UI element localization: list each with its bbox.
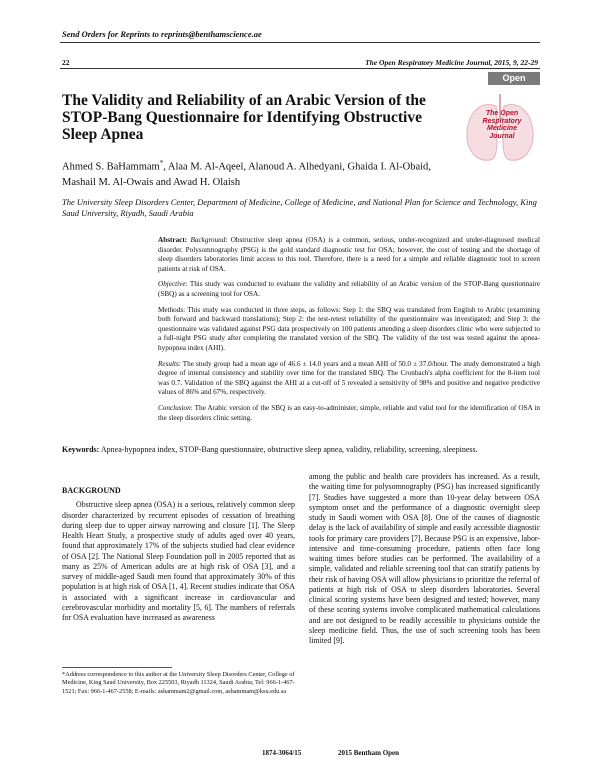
abstract xyxy=(158,236,540,429)
section-heading: BACKGROUND xyxy=(62,486,121,495)
abstract-methods: Methods: This study was conducted in three steps, as follows: Step 1: the SBQ was translated from English to Arabic (examining both forward and backward translations); Step 2: the test-retest reliability of the questionnaire was investigated; and Step 3: the questionnaire was validated against PSG data prospectively on 100 patients attending a sleep disorders clinic who were subjected to a full-night PSG study after completing the translated version of the SBQ. The validity of the test was tested against the apnea-hypopnea index (AHI). xyxy=(158,305,540,352)
corresponding-mark: * xyxy=(159,159,164,167)
affiliation: The University Sleep Disorders Center, Department of Medicine, College of Medicine, and National Plan for Science and Technology, King Saud University, Riyadh, Saudi Arabia xyxy=(62,197,537,218)
body-column-right xyxy=(309,472,540,646)
header-rule xyxy=(60,68,540,69)
logo-text: The Open Respiratory Medicine Journal xyxy=(482,110,522,140)
paragraph: Obstructive sleep apnea (OSA) is a serious, relatively common sleep disorder characterized by recurrent episodes of cessation of breathing during sleep due to upper airway narrowing and closure [1]. The Sleep Health Heart Study, a prospective study of adults aged over 40 years, found that approximately 17% of the subjects studied had clear evidence of OSA [2]. The National Sleep Foundation poll in 2005 reported that as many as 25% of American adults are at high risk of OSA [3], and a survey of middle-aged Saudi men found that approximately 30% of this population is at high risk of OSA [1, 4]. Recent studies indicate that OSA is associated with a significant increase in cardiovascular and cerebrovascular morbidity and mortality [5, 6]. The numbers of referrals for OSA evaluation have increased as awareness xyxy=(62,500,295,622)
footnote-rule xyxy=(62,667,172,668)
other-authors: , Alaa M. Al-Aqeel, Alanoud A. Alhedyani, Ghaida I. Al-Obaid, Mashail M. Al-Owais and Awad H. Olaish xyxy=(62,161,431,188)
abstract-objective: Objective: This study was conducted to evaluate the validity and reliability of an Arabic version of the STOP-Bang questionnaire (SBQ) as a screening tool for OSA. xyxy=(158,280,540,298)
journal-citation: The Open Respiratory Medicine Journal, 2015, 9, 22-29 xyxy=(365,58,538,67)
reprint-notice: Send Orders for Reprints to reprints@benthamscience.ae xyxy=(62,29,262,39)
journal-logo xyxy=(462,88,538,166)
first-author: Ahmed S. BaHammam xyxy=(62,161,160,173)
abstract-conclusion: Conclusion: The Arabic version of the SBQ is an easy-to-administer, simple, reliable and valid tool for the identification of OSA in the sleep disorders clinic setting. xyxy=(158,403,540,422)
article-title: The Validity and Reliability of an Arabic Version of the STOP-Bang Questionnaire for Identifying Obstructive Sleep Apnea xyxy=(62,92,426,143)
footer-issn: 1874-3064/15 xyxy=(262,749,302,757)
top-rule xyxy=(60,42,540,43)
page-number: 22 xyxy=(62,58,70,67)
paragraph: among the public and health care providers has increased. As a result, the waiting time for polysomnography (PSG) has increased significantly [7]. Studies have suggested a more than 10-year delay between OSA symptom onset and the performance of a diagnostic overnight sleep study in Saudi women with OSA [8]. One of the causes of diagnostic delay is the lack of availability of simple and easily accessible diagnostic tools for primary care providers [7]. Because PSG is an expensive, labor-intensive and time-consuming procedure, patients often face long waiting times before studies can be performed. The availability of a simple, validated and reliable screening tool that can stratify patients by their risk of having OSA will allow physicians to prioritize the referral of patients at high risk of OSA to sleep disorders laboratories. Several clinical scoring systems have been designed and tested; however, many of these scoring systems involve complicated mathematical calculations and are not designed to be readily accessible to physicians outside the sleep medicine field. Thus, the use of such screening tools has been limited [9]. xyxy=(309,472,541,645)
body-column-left xyxy=(62,486,295,623)
correspondence-footnote: *Address correspondence to this author at the University Sleep Disorders Center, College of Medicine, King Saud University, Box 225503, Riyadh 11324, Saudi Arabia; Tel: 966-1-467-1521; Fax: 966-1-467-2558; E-mails: ashammam2@gmail.com, ashammam@ksu.edu.sa xyxy=(62,671,295,695)
author-list xyxy=(62,156,442,190)
footer-publisher: 2015 Bentham Open xyxy=(338,749,400,757)
open-access-badge: Open Access xyxy=(488,72,540,85)
abstract-background: Abstract: Background: Obstructive sleep apnea (OSA) is a common, serious, under-recognized and under-diagnosed medical disorder. Polysomnography (PSG) is the gold standard diagnostic test for OSA; however, the cost of testing and the shortage of sleep disorders laboratories limit access to this tool. Therefore, there is a need for a simple and reliable diagnostic tool to screen patients at risk of OSA. xyxy=(158,236,540,273)
abstract-results: Results: The study group had a mean age of 46.6 ± 14.0 years and a mean AHI of 50.0 ± 37.0/hour. The study demonstrated a high degree of internal consistency and stability over time for the translated SBQ. The Cronbach's alpha coefficient for the 8-item tool was 0.7. Validation of the SBQ against the AHI at a cut-off of 5 revealed a sensitivity of 98% and positive and negative predictive values of 86% and 67%, respectively. xyxy=(158,359,540,397)
keywords: Keywords: Apnea-hypopnea index, STOP-Bang questionnaire, obstructive sleep apnea, validity, reliability, screening, sleepiness. xyxy=(62,445,478,454)
